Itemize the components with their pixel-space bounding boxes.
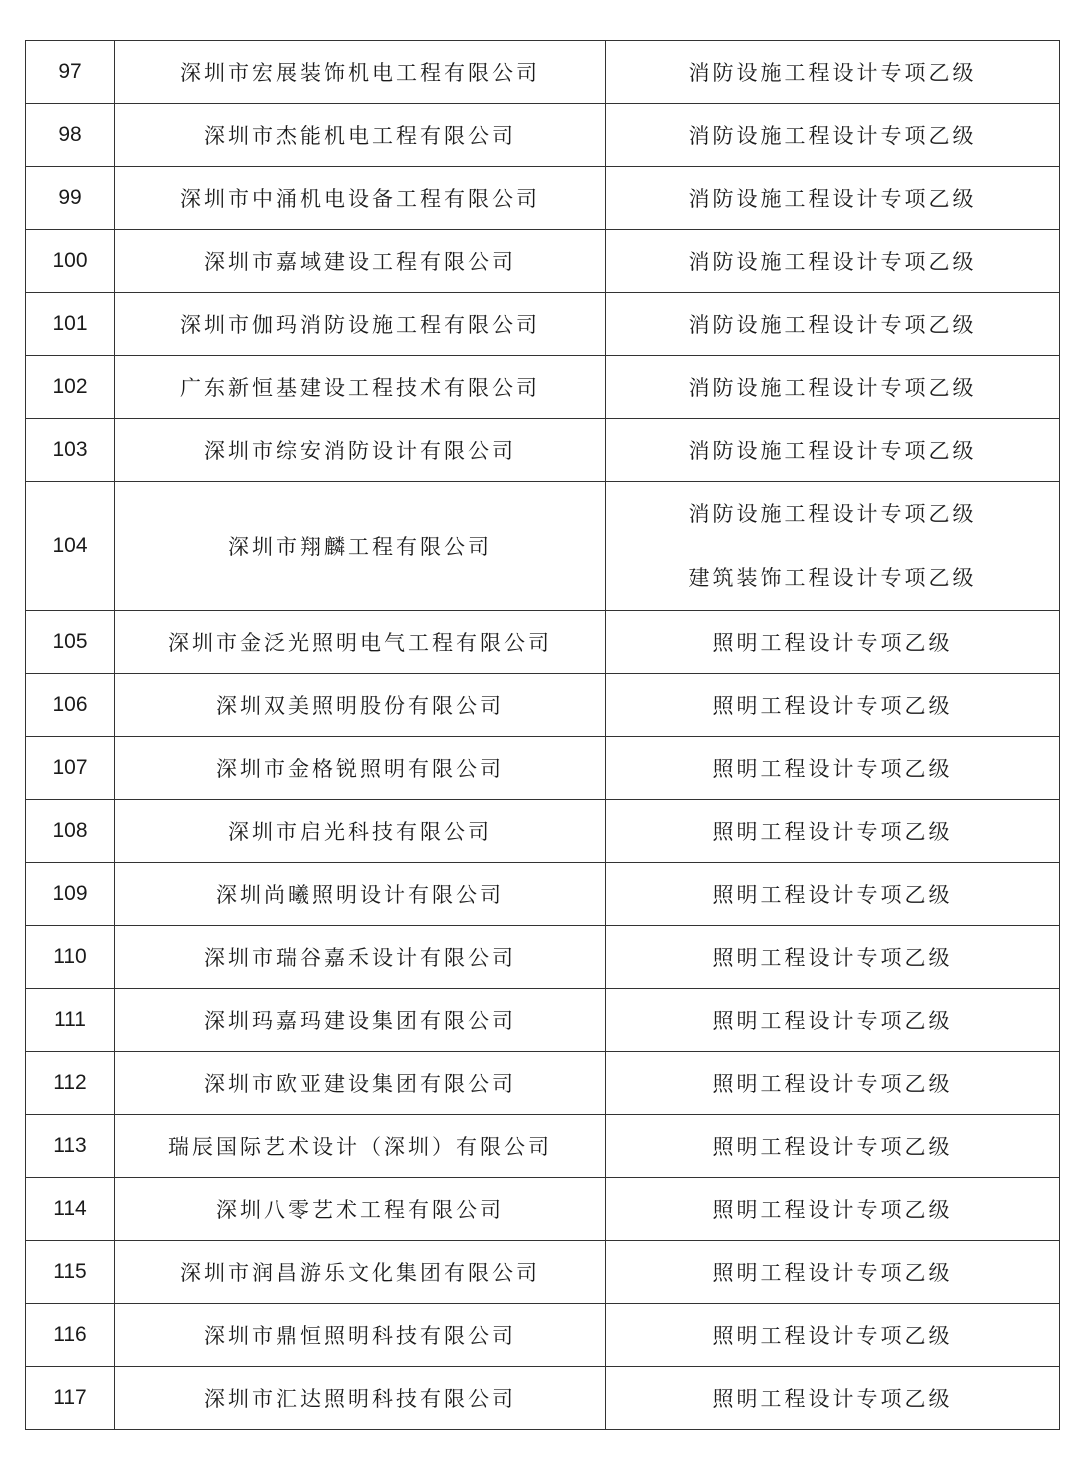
row-number: 110 (26, 926, 115, 989)
table-row (26, 1052, 1060, 1115)
table-row (26, 800, 1060, 863)
company-name: 深圳市金格锐照明有限公司 (115, 737, 606, 800)
qualification: 照明工程设计专项乙级 (606, 674, 1060, 737)
qualification: 消防设施工程设计专项乙级 (606, 167, 1060, 230)
company-name: 深圳市启光科技有限公司 (115, 800, 606, 863)
row-number: 114 (26, 1178, 115, 1241)
table-row (26, 356, 1060, 419)
table-row (26, 989, 1060, 1052)
qualification: 消防设施工程设计专项乙级 (688, 502, 977, 526)
table-row (26, 293, 1060, 356)
qualification: 照明工程设计专项乙级 (606, 1367, 1060, 1430)
qualification-table (25, 40, 1060, 1430)
table-row (26, 674, 1060, 737)
table-row (26, 863, 1060, 926)
row-number: 111 (26, 989, 115, 1052)
table-row (26, 167, 1060, 230)
company-name: 深圳市瑞谷嘉禾设计有限公司 (115, 926, 606, 989)
qualification: 建筑装饰工程设计专项乙级 (688, 566, 977, 590)
row-number: 112 (26, 1052, 115, 1115)
table-row (26, 926, 1060, 989)
row-number: 97 (26, 41, 115, 104)
row-number: 102 (26, 356, 115, 419)
company-name: 深圳市汇达照明科技有限公司 (115, 1367, 606, 1430)
qualification: 消防设施工程设计专项乙级 (606, 104, 1060, 167)
company-name: 深圳市杰能机电工程有限公司 (115, 104, 606, 167)
company-name: 深圳市欧亚建设集团有限公司 (115, 1052, 606, 1115)
table-row (26, 737, 1060, 800)
company-name: 深圳尚曦照明设计有限公司 (115, 863, 606, 926)
table-row (26, 1367, 1060, 1430)
qualification: 照明工程设计专项乙级 (606, 863, 1060, 926)
row-number: 109 (26, 863, 115, 926)
company-name: 深圳市宏展装饰机电工程有限公司 (115, 41, 606, 104)
table-row (26, 1241, 1060, 1304)
row-number: 115 (26, 1241, 115, 1304)
company-name: 深圳市综安消防设计有限公司 (115, 419, 606, 482)
row-number: 101 (26, 293, 115, 356)
table-row (26, 611, 1060, 674)
qualification: 消防设施工程设计专项乙级 (606, 230, 1060, 293)
row-number: 105 (26, 611, 115, 674)
row-number: 104 (26, 482, 115, 611)
qualification: 照明工程设计专项乙级 (606, 1178, 1060, 1241)
row-number: 98 (26, 104, 115, 167)
company-name: 深圳八零艺术工程有限公司 (115, 1178, 606, 1241)
qualification: 照明工程设计专项乙级 (606, 737, 1060, 800)
table-row (26, 1304, 1060, 1367)
row-number: 99 (26, 167, 115, 230)
table-row (26, 41, 1060, 104)
company-name: 深圳市中涌机电设备工程有限公司 (115, 167, 606, 230)
table-row (26, 230, 1060, 293)
row-number: 106 (26, 674, 115, 737)
table-row (26, 482, 1060, 611)
qualification: 照明工程设计专项乙级 (606, 800, 1060, 863)
qualification: 照明工程设计专项乙级 (606, 611, 1060, 674)
table-body (26, 41, 1060, 1430)
qualification: 消防设施工程设计专项乙级 (606, 419, 1060, 482)
company-name: 深圳市伽玛消防设施工程有限公司 (115, 293, 606, 356)
qualification: 消防设施工程设计专项乙级 (606, 41, 1060, 104)
company-name: 深圳玛嘉玛建设集团有限公司 (115, 989, 606, 1052)
company-name: 深圳市翔麟工程有限公司 (115, 482, 606, 611)
row-number: 113 (26, 1115, 115, 1178)
table-row (26, 419, 1060, 482)
table-row (26, 1115, 1060, 1178)
qualification: 消防设施工程设计专项乙级 (606, 293, 1060, 356)
company-name: 深圳市嘉域建设工程有限公司 (115, 230, 606, 293)
company-name: 广东新恒基建设工程技术有限公司 (115, 356, 606, 419)
company-name: 深圳市金泛光照明电气工程有限公司 (115, 611, 606, 674)
table-row (26, 104, 1060, 167)
row-number: 100 (26, 230, 115, 293)
row-number: 107 (26, 737, 115, 800)
qualification: 照明工程设计专项乙级 (606, 1052, 1060, 1115)
row-number: 116 (26, 1304, 115, 1367)
company-name: 瑞辰国际艺术设计（深圳）有限公司 (115, 1115, 606, 1178)
row-number: 108 (26, 800, 115, 863)
qualification: 照明工程设计专项乙级 (606, 1115, 1060, 1178)
company-name: 深圳市鼎恒照明科技有限公司 (115, 1304, 606, 1367)
table-row (26, 1178, 1060, 1241)
company-name: 深圳市润昌游乐文化集团有限公司 (115, 1241, 606, 1304)
qualification: 照明工程设计专项乙级 (606, 989, 1060, 1052)
row-number: 103 (26, 419, 115, 482)
qualification: 照明工程设计专项乙级 (606, 1304, 1060, 1367)
row-number: 117 (26, 1367, 115, 1430)
qualification: 照明工程设计专项乙级 (606, 1241, 1060, 1304)
qualification-cell (606, 482, 1060, 611)
qualification: 照明工程设计专项乙级 (606, 926, 1060, 989)
qualification: 消防设施工程设计专项乙级 (606, 356, 1060, 419)
company-name: 深圳双美照明股份有限公司 (115, 674, 606, 737)
